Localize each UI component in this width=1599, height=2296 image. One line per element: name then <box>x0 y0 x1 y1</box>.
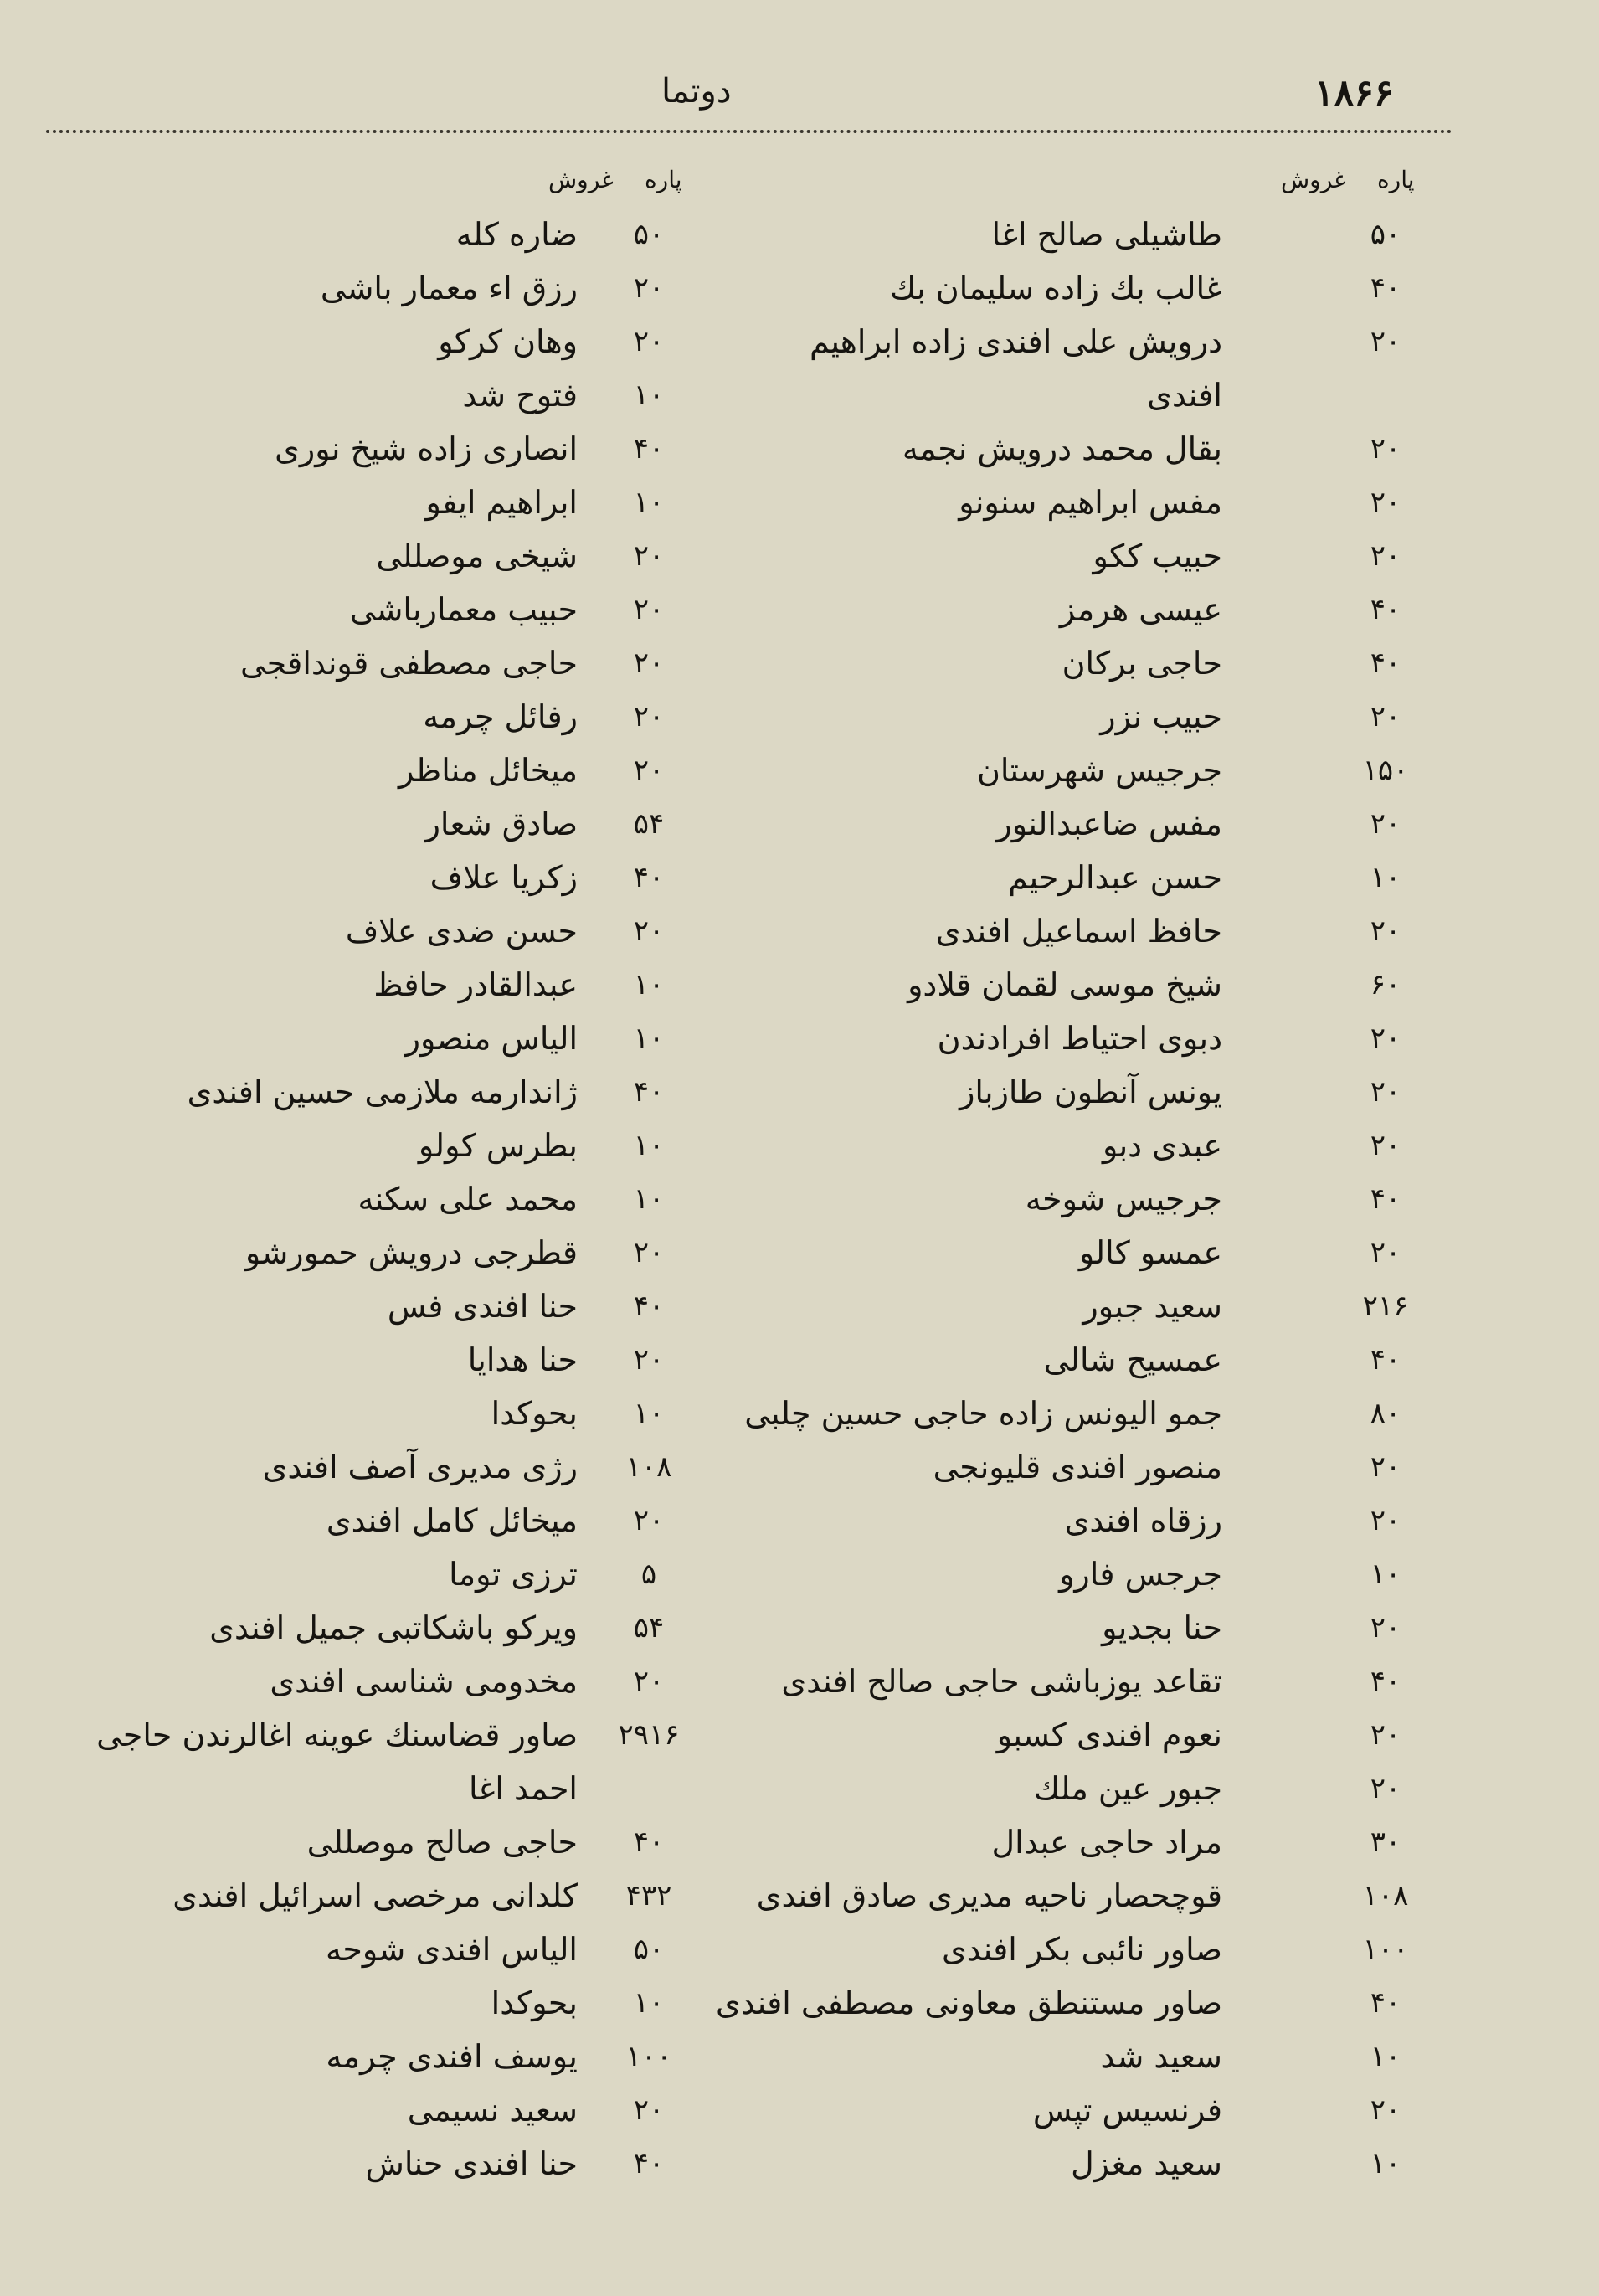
list-item <box>75 261 795 315</box>
list-item <box>75 2030 795 2083</box>
entry-name: حسن ضدی علاف <box>345 913 578 950</box>
entry-name: تقاعد یوزباشی حاجی صالح افندی <box>781 1663 1222 1700</box>
list-item <box>804 1708 1524 1762</box>
entry-name: احمد اغا <box>468 1770 578 1807</box>
entry-amount: ۲۰ <box>633 1665 665 1698</box>
list-item <box>804 1923 1524 1976</box>
entry-name: ابراهیم ایفو <box>425 484 578 521</box>
entry-amount: ۱۰ <box>633 1129 665 1162</box>
entry-amount: ۳۰ <box>1370 1825 1401 1859</box>
entry-amount: ۴۳۲ <box>625 1879 672 1912</box>
entry-name: زكریا علاف <box>429 859 578 896</box>
list-item <box>75 690 795 744</box>
column-header <box>75 166 795 208</box>
list-item <box>804 1226 1524 1279</box>
entry-amount: ۱۰ <box>633 968 665 1001</box>
entry-amount: ۴۰ <box>1370 1665 1401 1698</box>
list-item <box>75 904 795 958</box>
entry-name: جرجیس شهرستان <box>976 752 1222 789</box>
entry-name: بطرس كولو <box>418 1127 578 1164</box>
para-header: پاره <box>1377 166 1415 193</box>
list-item <box>75 1655 795 1708</box>
list-item <box>75 851 795 904</box>
list-item <box>75 636 795 690</box>
entry-name: حنا هدایا <box>467 1341 578 1378</box>
right-column <box>715 166 1524 2190</box>
entry-amount: ۲۰ <box>1370 432 1401 466</box>
entry-name: عمسو كالو <box>1078 1234 1222 1271</box>
entry-name: رزق اء معمار باشی <box>320 270 578 306</box>
list-item <box>75 2083 795 2137</box>
entry-amount: ۲۰ <box>1370 1022 1401 1055</box>
list-item <box>804 744 1524 797</box>
list-item <box>804 261 1524 315</box>
list-item <box>804 1012 1524 1065</box>
list-item <box>804 904 1524 958</box>
entry-name: ژاندارمه ملازمی حسین افندی <box>187 1073 578 1110</box>
entry-name: دبوی احتیاط افرادندن <box>937 1020 1222 1057</box>
entry-amount: ۱۰ <box>633 1986 665 2020</box>
list-item <box>75 1976 795 2030</box>
entry-amount: ۲۰ <box>633 700 665 734</box>
entry-amount: ۲۰ <box>1370 486 1401 519</box>
list-item <box>75 1387 795 1440</box>
entry-amount: ۴۰ <box>1370 1343 1401 1377</box>
entry-amount: ۲۰ <box>1370 1772 1401 1805</box>
entry-amount: ۱۰ <box>1370 2040 1401 2073</box>
list-item <box>75 1601 795 1655</box>
entry-name: بحوكدا <box>491 1395 578 1432</box>
entry-name: حبیب ككو <box>1093 538 1222 574</box>
entry-amount: ۴۰ <box>633 1825 665 1859</box>
entry-name: نعوم افندی كسبو <box>996 1717 1222 1753</box>
entry-amount: ۲۰ <box>633 914 665 948</box>
list-item <box>804 583 1524 636</box>
entry-amount: ۱۰ <box>633 1022 665 1055</box>
list-item <box>804 422 1524 476</box>
entry-name: كلدانی مرخصی اسرائیل افندی <box>172 1877 578 1914</box>
entry-name: شیخی موصللی <box>376 538 578 574</box>
list-item <box>75 422 795 476</box>
entry-amount: ۱۰ <box>1370 1557 1401 1591</box>
entry-amount: ۱۰ <box>633 378 665 412</box>
entry-name: مفس ضاعبدالنور <box>996 806 1222 842</box>
entry-amount: ۴۰ <box>633 861 665 894</box>
entry-amount: ۲۰ <box>1370 1075 1401 1109</box>
entry-name: ویركو باشكاتبی جمیل افندی <box>209 1609 578 1646</box>
entry-amount: ۴۰ <box>633 1290 665 1323</box>
entry-amount: ۴۰ <box>633 432 665 466</box>
entry-amount: ۲۱۶ <box>1362 1290 1409 1323</box>
entry-amount: ۱۰۸ <box>1362 1879 1409 1912</box>
entry-amount: ۲۰ <box>633 646 665 680</box>
entry-amount: ۲۰ <box>633 1504 665 1537</box>
entry-amount: ۵۴ <box>633 1611 665 1645</box>
entry-name: رزقاه افندی <box>1064 1502 1222 1539</box>
entry-name: جرجیس شوخه <box>1025 1181 1222 1217</box>
entry-name: یوسف افندی چرمه <box>326 2038 578 2075</box>
entry-name: عیسی هرمز <box>1059 591 1222 628</box>
entry-amount: ۲۰ <box>1370 1236 1401 1269</box>
entry-name: افندی <box>1147 377 1222 414</box>
entry-amount: ۴۰ <box>1370 646 1401 680</box>
list-item <box>75 744 795 797</box>
list-item <box>804 368 1524 422</box>
list-item <box>804 529 1524 583</box>
entry-name: سعید مغزل <box>1071 2145 1222 2182</box>
entry-amount: ۴۰ <box>1370 271 1401 305</box>
list-item <box>75 1279 795 1333</box>
list-item <box>804 1119 1524 1172</box>
ghrush-header: غروش <box>1281 166 1346 193</box>
entry-amount: ۲۰ <box>633 754 665 787</box>
entry-name: غالب بك زاده سلیمان بك <box>890 270 1222 306</box>
list-item <box>75 1762 795 1815</box>
list-item <box>75 529 795 583</box>
entry-name: حسن عبدالرحیم <box>1008 859 1222 896</box>
entry-amount: ۲۰ <box>1370 2093 1401 2127</box>
list-item <box>804 1065 1524 1119</box>
entry-name: طاشیلی صالح اغا <box>991 216 1222 253</box>
entry-name: حبیب معمارباشی <box>349 591 578 628</box>
entry-amount: ۲۰ <box>1370 539 1401 573</box>
column-header <box>804 166 1524 208</box>
entry-name: شیخ موسی لقمان قلادو <box>907 966 1222 1003</box>
left-column <box>75 166 795 2190</box>
entry-name: رژی مدیری آصف افندی <box>262 1449 578 1485</box>
list-item <box>804 851 1524 904</box>
list-item <box>804 1172 1524 1226</box>
entry-amount: ۴۰ <box>633 2147 665 2180</box>
list-item <box>75 583 795 636</box>
entry-amount: ۱۰۰ <box>1362 1933 1409 1966</box>
entry-name: عمسیح شالی <box>1043 1341 1222 1378</box>
list-item <box>75 1815 795 1869</box>
entry-name: بقال محمد درویش نجمه <box>902 430 1222 467</box>
entry-name: ترزی توما <box>449 1556 578 1593</box>
entry-amount: ۴۰ <box>633 1075 665 1109</box>
entry-amount: ۲۰ <box>1370 1718 1401 1752</box>
list-item <box>75 476 795 529</box>
list-item <box>804 1494 1524 1547</box>
entry-name: فرنسیس تپس <box>1032 2092 1222 2129</box>
list-item <box>75 368 795 422</box>
list-item <box>75 208 795 261</box>
list-item <box>75 1708 795 1762</box>
list-item <box>804 1762 1524 1815</box>
entry-name: مفس ابراهیم سنونو <box>959 484 1222 521</box>
entry-name: حاجی بركان <box>1062 645 1222 682</box>
list-item <box>75 1923 795 1976</box>
list-item <box>75 315 795 368</box>
entry-name: محمد علی سكنه <box>357 1181 578 1217</box>
entry-amount: ۱۰ <box>633 486 665 519</box>
list-item <box>804 2030 1524 2083</box>
entry-amount: ۲۰ <box>1370 1504 1401 1537</box>
entry-amount: ۲۰ <box>1370 1611 1401 1645</box>
entry-amount: ۲۰ <box>1370 700 1401 734</box>
entry-name: سعید جبور <box>1082 1288 1222 1325</box>
entry-amount: ۵۴ <box>633 807 665 841</box>
page-number: ۱۸۶۶ <box>1314 72 1394 115</box>
entry-amount: ۴۰ <box>1370 593 1401 626</box>
entry-amount: ۲۰ <box>633 1236 665 1269</box>
entry-amount: ۱۰ <box>1370 2147 1401 2180</box>
entry-name: حاجی مصطفی قونداقجی <box>239 645 578 682</box>
entry-name: الیاس افندی شوحه <box>326 1931 578 1968</box>
ghrush-header: غروش <box>548 166 614 193</box>
entry-name: صاور مستنطق معاونی مصطفی افندی <box>715 1985 1222 2021</box>
entry-amount: ۱۰ <box>633 1397 665 1430</box>
entry-amount: ۱۰ <box>633 1182 665 1216</box>
entry-amount: ۱۵۰ <box>1362 754 1409 787</box>
list-item <box>804 1440 1524 1494</box>
entry-name: منصور افندی قلیونجی <box>933 1449 1222 1485</box>
list-item <box>804 476 1524 529</box>
entry-name: حافظ اسماعیل افندی <box>935 913 1222 950</box>
entry-amount: ۲۰ <box>1370 807 1401 841</box>
entry-name: قوچحصار ناحیه مدیری صادق افندی <box>756 1877 1222 1914</box>
entry-amount: ۲۹۱۶ <box>618 1718 680 1752</box>
entry-amount: ۲۰ <box>1370 1129 1401 1162</box>
entry-amount: ۲۰ <box>633 325 665 358</box>
entry-name: وهان كركو <box>438 323 578 360</box>
list-item <box>75 1547 795 1601</box>
list-item <box>75 958 795 1012</box>
entry-name: درویش علی افندی زاده ابراهیم <box>810 323 1222 360</box>
entry-amount: ۱۰۸ <box>625 1450 672 1484</box>
entry-amount: ۶۰ <box>1370 968 1401 1001</box>
entry-amount: ۲۰ <box>1370 325 1401 358</box>
list-item <box>75 1065 795 1119</box>
entry-amount: ۵۰ <box>633 218 665 251</box>
entry-name: قطرجی درویش حمورشو <box>244 1234 578 1271</box>
entry-name: حنا بجدیو <box>1102 1609 1222 1646</box>
entry-name: عبدالقادر حافظ <box>373 966 578 1003</box>
entry-amount: ۲۰ <box>1370 914 1401 948</box>
list-item <box>75 1440 795 1494</box>
entry-amount: ۲۰ <box>633 539 665 573</box>
entry-name: جمو الیونس زاده حاجی حسین چلبی <box>744 1395 1222 1432</box>
entry-amount: ۵۰ <box>633 1933 665 1966</box>
list-item <box>744 1387 1524 1440</box>
list-item <box>804 1815 1524 1869</box>
list-item <box>75 1226 795 1279</box>
entry-amount: ۴۰ <box>1370 1986 1401 2020</box>
list-item <box>804 208 1524 261</box>
list-item <box>75 1869 795 1923</box>
para-header: پاره <box>645 166 682 193</box>
entry-name: صاور نائبی بكر افندی <box>941 1931 1222 1968</box>
entry-name: مراد حاجی عبدال <box>991 1824 1222 1861</box>
entry-name: سعید نسیمی <box>407 2092 578 2129</box>
list-item <box>804 1333 1524 1387</box>
entry-name: عبدی دبو <box>1102 1127 1222 1164</box>
entry-name: جرجس فارو <box>1059 1556 1222 1593</box>
entry-name: میخائل مناظر <box>398 752 578 789</box>
entry-name: حبیب نزر <box>1100 698 1222 735</box>
entry-name: ضاره كله <box>455 216 578 253</box>
entry-name: صاور قضاسنك عوینه اغالرندن حاجی <box>96 1717 578 1753</box>
entry-name: بحوكدا <box>491 1985 578 2021</box>
entry-name: میخائل كامل افندی <box>326 1502 578 1539</box>
entry-name: مخدومی شناسی افندی <box>270 1663 578 1700</box>
list-item <box>804 1601 1524 1655</box>
list-item <box>75 1494 795 1547</box>
list-item <box>75 1172 795 1226</box>
list-item <box>804 315 1524 368</box>
entry-name: حنا افندی حناش <box>365 2145 578 2182</box>
list-item <box>75 797 795 851</box>
entry-amount: ۲۰ <box>633 271 665 305</box>
list-item <box>75 1333 795 1387</box>
entry-name: جبور عین ملك <box>1033 1770 1222 1807</box>
entry-amount: ۵۰ <box>1370 218 1401 251</box>
list-item <box>804 636 1524 690</box>
entry-amount: ۲۰ <box>633 1343 665 1377</box>
list-item <box>75 1119 795 1172</box>
list-item <box>804 690 1524 744</box>
entry-name: الیاس منصور <box>404 1020 578 1057</box>
entry-name: انصاری زاده شیخ نوری <box>275 430 578 467</box>
entry-name: رفائل چرمه <box>423 698 578 735</box>
entry-name: فتوح شد <box>462 377 578 414</box>
list-item <box>781 1655 1524 1708</box>
entry-name: حنا افندی فس <box>387 1288 578 1325</box>
header-dotted-rule <box>46 130 1452 133</box>
entry-amount: ۲۰ <box>1370 1450 1401 1484</box>
entry-amount: ۱۰۰ <box>625 2040 672 2073</box>
list-item <box>804 2083 1524 2137</box>
entry-amount: ۲۰ <box>633 2093 665 2127</box>
list-item <box>804 1279 1524 1333</box>
list-item <box>715 1976 1524 2030</box>
running-head: دوتما <box>661 72 732 111</box>
entry-name: صادق شعار <box>424 806 578 842</box>
entry-amount: ۴۰ <box>1370 1182 1401 1216</box>
entry-amount: ۱۰ <box>1370 861 1401 894</box>
list-item <box>756 1869 1524 1923</box>
list-item <box>804 1547 1524 1601</box>
list-item <box>75 1012 795 1065</box>
entry-amount: ۵ <box>640 1557 657 1591</box>
entry-amount: ۲۰ <box>633 593 665 626</box>
entry-name: حاجی صالح موصللی <box>306 1824 578 1861</box>
entry-amount: ۸۰ <box>1370 1397 1401 1430</box>
entry-name: سعید شد <box>1100 2038 1222 2075</box>
entry-name: یونس آنطون طازباز <box>959 1073 1222 1110</box>
list-item <box>804 958 1524 1012</box>
list-item <box>804 2137 1524 2190</box>
list-item <box>75 2137 795 2190</box>
list-item <box>804 797 1524 851</box>
